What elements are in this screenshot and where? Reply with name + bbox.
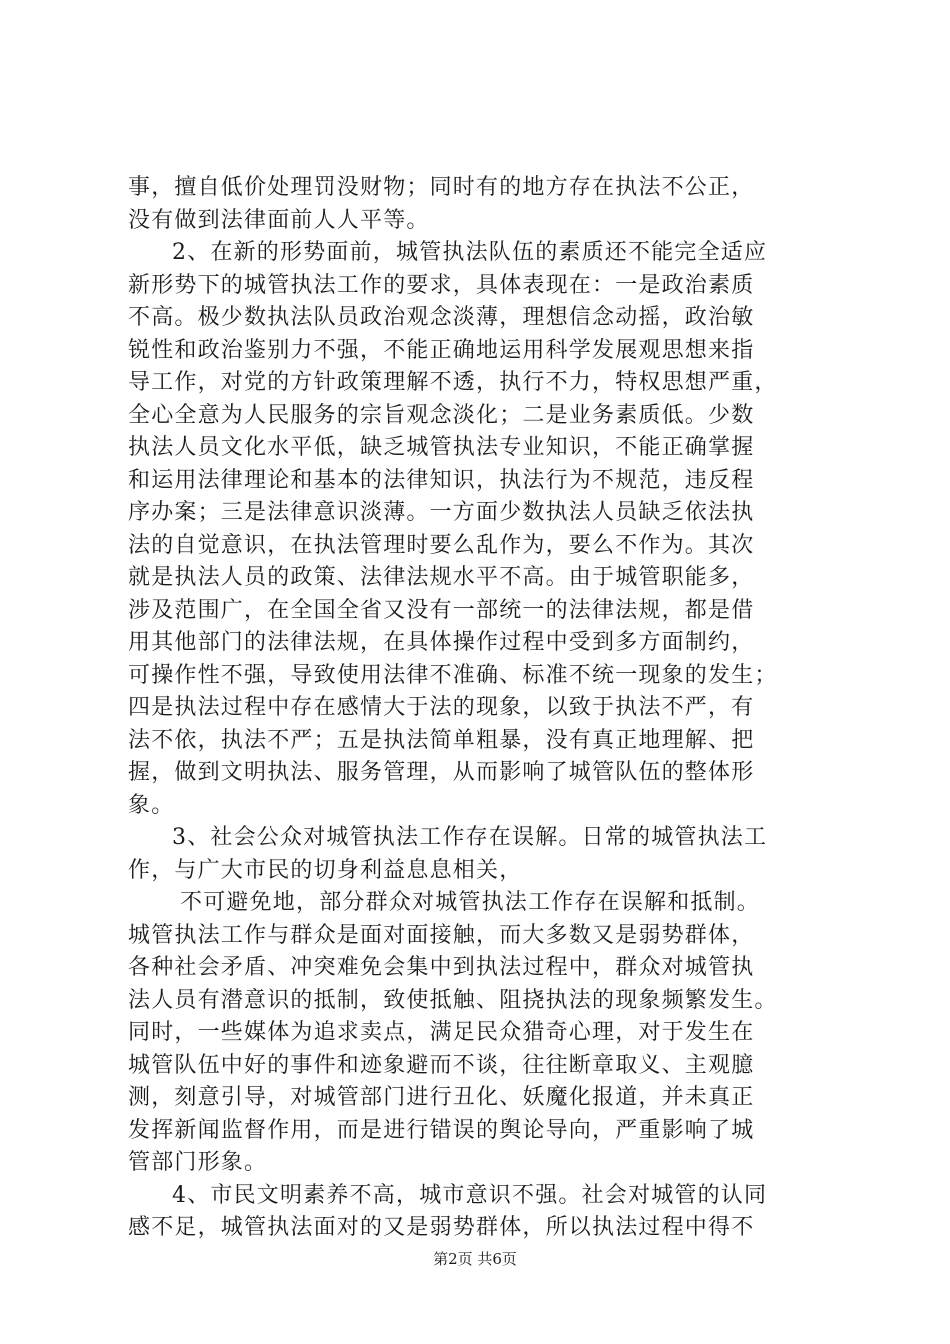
text-line: 序办案；三是法律意识淡薄。一方面少数执法人员缺乏依法执 xyxy=(128,500,755,525)
text-line: 城管队伍中好的事件和迹象避而不谈，往往断章取义、主观臆 xyxy=(128,1052,755,1078)
text-line: 2、在新的形势面前，城管执法队伍的素质还不能完全适应 xyxy=(172,240,768,265)
body-text xyxy=(128,172,840,1245)
text-line: 象。 xyxy=(128,792,175,818)
text-line: 感不足，城管执法面对的又是弱势群体，所以执法过程中得不 xyxy=(128,1215,755,1240)
text-line: 事，擅自低价处理罚没财物；同时有的地方存在执法不公正， xyxy=(128,175,755,200)
text-line: 3、社会公众对城管执法工作存在误解。日常的城管执法工 xyxy=(172,825,768,850)
text-line: 用其他部门的法律法规，在具体操作过程中受到多方面制约， xyxy=(128,630,755,655)
text-line: 管部门形象。 xyxy=(128,1150,268,1175)
text-line: 法人员有潜意识的抵制，致使抵触、阻挠执法的现象频繁发生。 xyxy=(128,987,778,1013)
text-line: 法的自觉意识，在执法管理时要么乱作为，要么不作为。其次 xyxy=(128,532,755,558)
text-line: 锐性和政治鉴别力不强，不能正确地运用科学发展观思想来指 xyxy=(128,337,755,363)
text-line: 不高。极少数执法队员政治观念淡薄，理想信念动摇，政治敏 xyxy=(128,305,755,330)
text-line: 握，做到文明执法、服务管理，从而影响了城管队伍的整体形 xyxy=(128,760,755,785)
text-line: 测，刻意引导，对城管部门进行丑化、妖魔化报道，并未真正 xyxy=(128,1085,755,1110)
text-line: 全心全意为人民服务的宗旨观念淡化；二是业务素质低。少数 xyxy=(128,402,755,428)
text-line: 4、市民文明素养不高，城市意识不强。社会对城管的认同 xyxy=(172,1182,768,1208)
text-line: 城管执法工作与群众是面对面接触，而大多数又是弱势群体， xyxy=(128,922,755,948)
text-line: 新形势下的城管执法工作的要求，具体表现在：一是政治素质 xyxy=(128,272,755,298)
text-line: 各种社会矛盾、冲突难免会集中到执法过程中，群众对城管执 xyxy=(128,955,755,980)
text-line: 发挥新闻监督作用，而是进行错误的舆论导向，严重影响了城 xyxy=(128,1117,755,1143)
text-line: 可操作性不强，导致使用法律不准确、标准不统一现象的发生； xyxy=(128,662,778,688)
text-line: 作，与广大市民的切身利益息息相关， xyxy=(128,857,523,883)
text-line: 导工作，对党的方针政策理解不透，执行不力，特权思想严重， xyxy=(128,370,778,395)
text-line: 涉及范围广，在全国全省又没有一部统一的法律法规，都是借 xyxy=(128,597,755,623)
text-line: 和运用法律理论和基本的法律知识，执法行为不规范，违反程 xyxy=(128,467,755,493)
text-line: 不可避免地，部分群众对城管执法工作存在误解和抵制。 xyxy=(180,890,761,915)
page-footer: 第2页 共6页 xyxy=(433,1250,517,1268)
text-line: 执法人员文化水平低，缺乏城管执法专业知识，不能正确掌握 xyxy=(128,435,755,460)
text-line: 四是执法过程中存在感情大于法的现象，以致于执法不严，有 xyxy=(128,695,755,720)
text-line: 同时，一些媒体为追求卖点，满足民众猎奇心理，对于发生在 xyxy=(128,1020,755,1045)
text-line: 法不依，执法不严；五是执法简单粗暴，没有真正地理解、把 xyxy=(128,727,755,753)
text-line: 就是执法人员的政策、法律法规水平不高。由于城管职能多， xyxy=(128,565,755,590)
text-line: 没有做到法律面前人人平等。 xyxy=(128,207,430,233)
